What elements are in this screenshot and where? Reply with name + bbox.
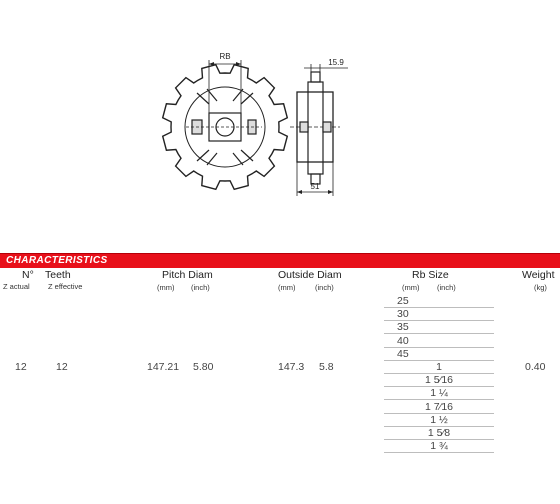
characteristics-title: CHARACTERISTICS: [6, 255, 108, 266]
subheader-pitch-inch: (inch): [191, 283, 210, 292]
sprocket-spoke: [197, 93, 209, 104]
subheader-rb-inch: (inch): [437, 283, 456, 292]
sprocket-spoke: [197, 150, 209, 161]
sprocket-spoke: [207, 153, 217, 165]
rb-size-inch: 1 5⁄8: [427, 427, 451, 439]
subheader-weight-kg: (kg): [534, 283, 547, 292]
sprocket-spoke: [241, 150, 253, 161]
dim-51-arrow: [297, 190, 302, 194]
sprocket-spoke: [233, 153, 243, 165]
subheader-rb-mm: (mm): [402, 283, 420, 292]
rb-size-inch: 1 ¾: [430, 440, 448, 453]
rb-size-inch: 1 7⁄16: [424, 400, 454, 413]
subheader-z-effective: Z effective: [48, 282, 83, 291]
cell-z-effective: 12: [56, 361, 68, 373]
cell-weight: 0.40: [525, 361, 546, 373]
sprocket-drawing: [0, 0, 560, 250]
sprocket-spoke: [233, 89, 243, 101]
sprocket-spoke: [241, 93, 253, 104]
subheader-outside-mm: (mm): [278, 283, 296, 292]
rb-size-inch: 1: [436, 361, 442, 373]
cell-pitch-inch: 5.80: [193, 361, 214, 373]
dim-51-arrow: [328, 190, 333, 194]
cell-outside-mm: 147.3: [278, 361, 305, 373]
subheader-z-actual: Z actual: [3, 282, 30, 291]
side-tooth: [311, 72, 320, 82]
cell-pitch-mm: 147.21: [147, 361, 180, 373]
side-rim: [308, 82, 323, 174]
side-clamp: [323, 122, 331, 132]
dim-label-rb: RB: [219, 52, 231, 61]
rb-size-mm: 40: [397, 334, 409, 347]
rb-size-inch: 1 ½: [430, 413, 448, 426]
rb-row-divider: [384, 452, 494, 453]
subheader-outside-inch: (inch): [315, 283, 334, 292]
rb-size-mm: 45: [397, 347, 409, 360]
dim-label-15-9: 15.9: [328, 58, 344, 67]
header-rb-size: Rb Size: [412, 269, 449, 281]
cell-outside-inch: 5.8: [319, 361, 334, 373]
rb-size-inch: 1 ¼: [430, 387, 448, 400]
subheader-pitch-mm: (mm): [157, 283, 175, 292]
side-clamp: [300, 122, 308, 132]
header-outside-diam: Outside Diam: [278, 269, 342, 281]
header-n: N°: [22, 269, 34, 281]
header-teeth: Teeth: [45, 269, 71, 281]
rb-size-mm: 35: [397, 321, 409, 334]
header-weight: Weight: [522, 269, 555, 281]
rb-size-mm: 30: [397, 308, 409, 321]
header-pitch-diam: Pitch Diam: [162, 269, 213, 281]
cell-z-actual: 12: [15, 361, 27, 373]
dim-label-51: 51: [310, 182, 320, 191]
rb-size-mm: 25: [397, 295, 409, 307]
sprocket-spoke: [207, 89, 217, 101]
characteristics-band: [0, 253, 560, 268]
rb-size-inch: 1 5⁄16: [424, 374, 454, 387]
